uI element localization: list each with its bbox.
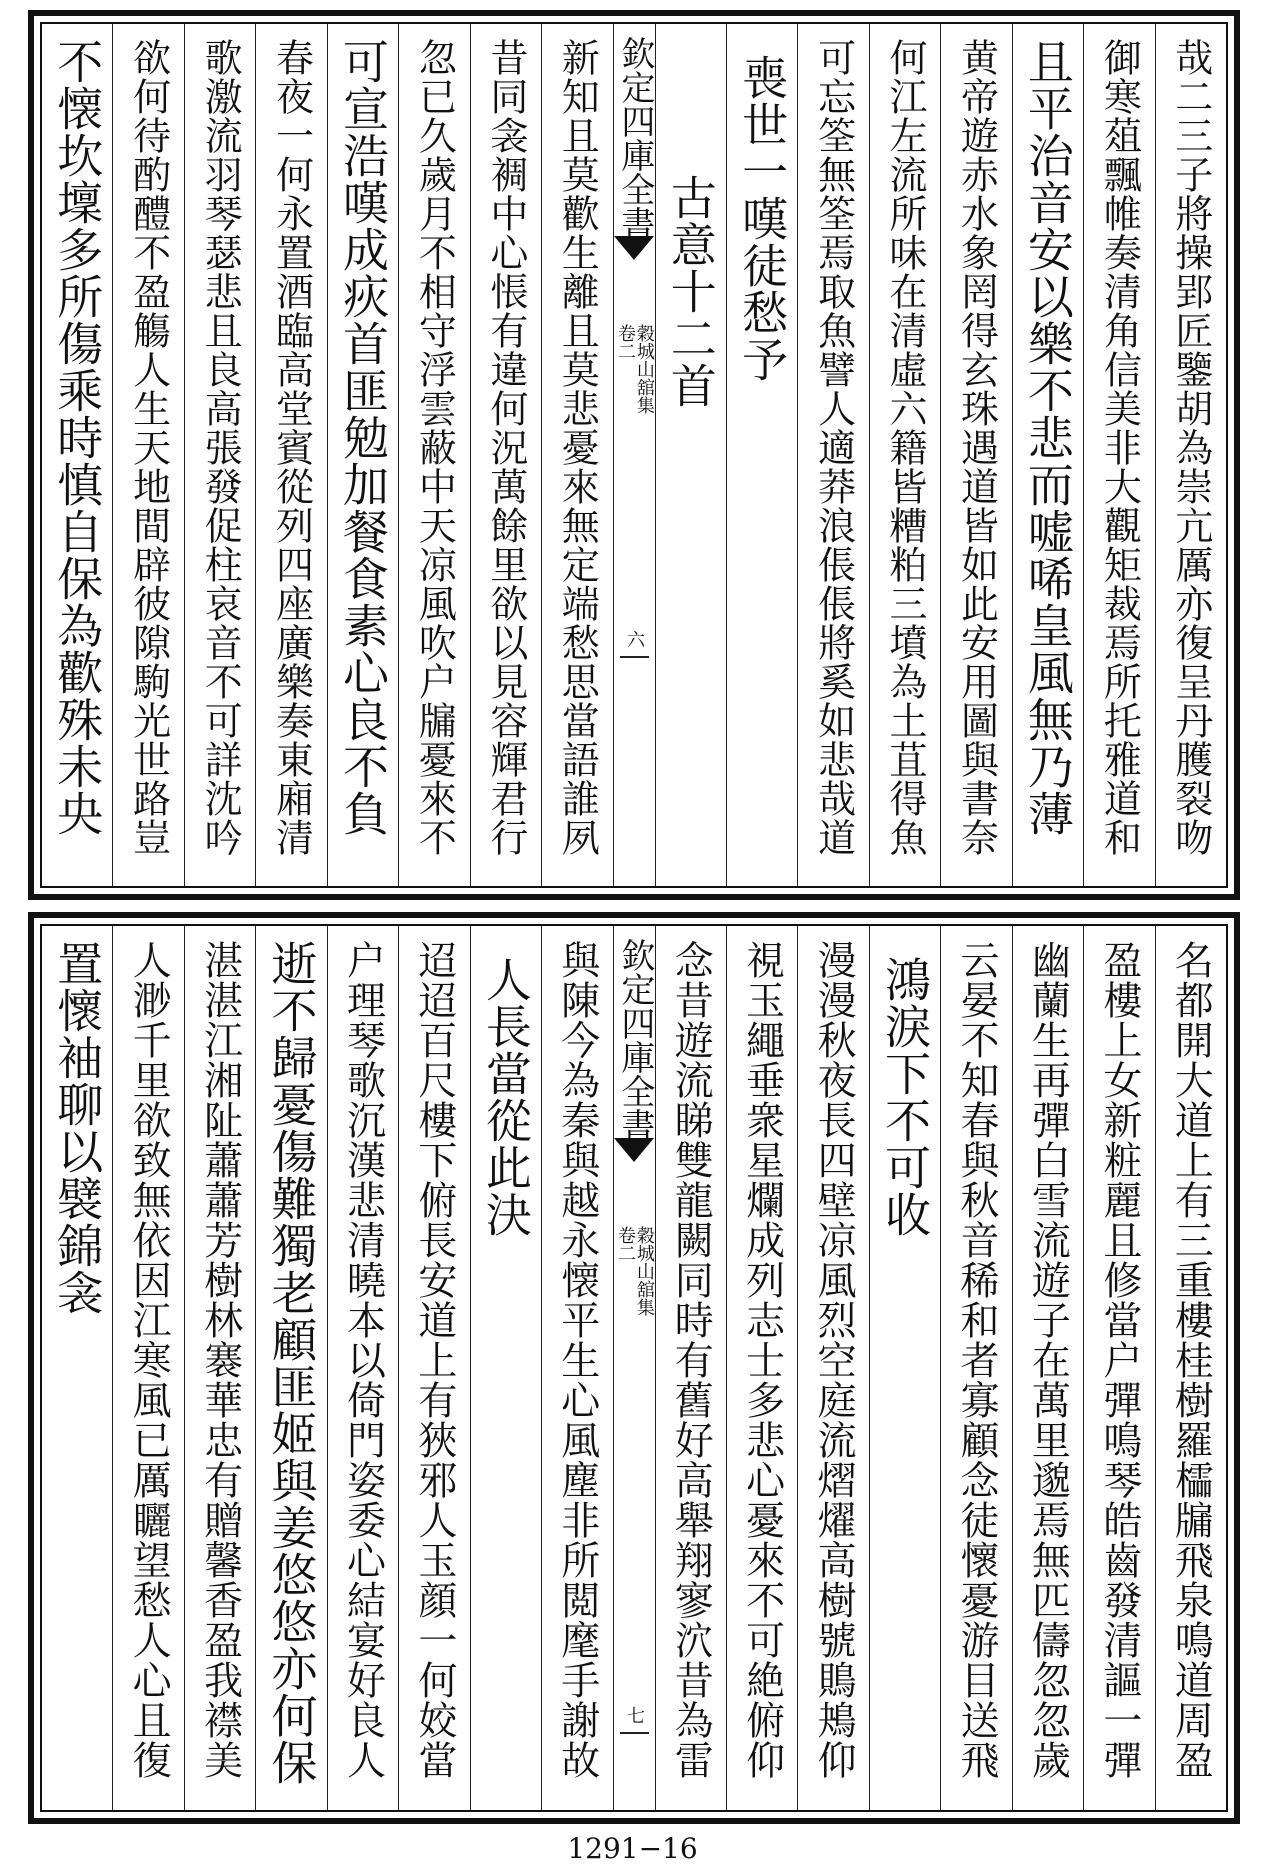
text-column — [398, 24, 469, 886]
fold-title: 欽定四庫全書 — [614, 36, 655, 240]
poem-title-column — [655, 24, 726, 886]
column-text: 欲何待酌醴不盈觴人生天地間辟彼隙駒光世路豈 — [126, 38, 171, 857]
fold-book-name: 穀城山舘集 卷二 — [615, 1226, 655, 1316]
text-column — [869, 24, 940, 886]
text-column — [42, 926, 112, 1810]
column-text: 喪世一嘆徒愁予 — [735, 54, 790, 383]
text-column — [541, 926, 612, 1810]
text-column — [940, 24, 1011, 886]
column-text: 哉二三子將操郢匠鑒胡為崇亢厲亦復呈丹臒裂吻 — [1168, 38, 1213, 857]
fold-title: 欽定四庫全書 — [614, 938, 655, 1142]
text-column — [541, 24, 612, 886]
column-text: 黄帝遊赤水象罔得玄珠遇道皆如此安用圖與書奈 — [954, 38, 999, 857]
column-text: 忽已久歲月不相守浮雲蔽中天凉風吹户牖憂來不 — [412, 38, 457, 857]
column-text: 何江左流所味在清虛六籍皆糟粕三墳為土苴得魚 — [883, 38, 928, 857]
text-column — [1083, 24, 1154, 886]
column-text: 不懐坎壈多所傷乘時慎自保為歡殊未央 — [50, 38, 105, 837]
column-text: 云晏不知春與秋音稀和者寡顧念徒懷憂游目送飛 — [953, 940, 999, 1780]
fishtail-icon — [614, 236, 654, 260]
text-column — [1012, 24, 1083, 886]
text-column — [797, 926, 868, 1810]
text-column — [726, 926, 797, 1810]
poem-title: 古意十二首 — [663, 174, 718, 409]
fold-rule — [620, 1732, 649, 1734]
text-column — [42, 24, 112, 886]
text-column — [255, 926, 326, 1810]
column-text: 盈樓上女新粧麗且修當户彈鳴琴皓齒發清謳一彈 — [1096, 940, 1142, 1780]
column-text: 視玉繩垂衆星爛成列志士多悲心憂來不可絶俯仰 — [739, 940, 785, 1780]
text-column — [1083, 926, 1154, 1810]
text-column — [726, 24, 797, 886]
column-text: 户理琴歌沉漢悲清曉本以倚門姿委心結宴好良人 — [340, 940, 386, 1780]
fold-page-number: 六 — [624, 630, 645, 648]
text-column — [327, 926, 398, 1810]
text-column — [327, 24, 398, 886]
top-leaf-frame — [28, 10, 1240, 900]
text-column — [940, 926, 1011, 1810]
text-column — [184, 24, 255, 886]
column-text: 可忘筌無筌焉取魚譬人適莽浪倀倀將奚如悲哉道 — [811, 38, 856, 857]
page-footer-number: 1291−16 — [567, 1832, 698, 1865]
column-text: 御寒葅飄帷奏清角信美非大觀矩裁焉所托雅道和 — [1097, 38, 1142, 857]
text-column — [255, 24, 326, 886]
column-text: 逝不歸憂傷難獨老顧匪姬與姜悠悠亦何保 — [264, 940, 319, 1786]
column-text: 置懷袖聊以襞錦衾 — [50, 940, 105, 1316]
column-text: 幽蘭生再彈白雪流遊子在萬里邈焉無匹儔忽忽歲 — [1025, 940, 1071, 1780]
column-text: 新知且莫歡生離且莫悲憂來無定端愁思當語誰夙 — [555, 38, 600, 857]
text-column — [1155, 24, 1226, 886]
text-column — [470, 24, 541, 886]
text-column — [470, 926, 541, 1810]
text-column — [797, 24, 868, 886]
bottom-leaf-frame — [28, 912, 1240, 1824]
fold-rule — [620, 656, 649, 658]
column-text: 且平治音安以樂不悲而嘘唏皇風無乃薄 — [1020, 38, 1075, 837]
text-column — [184, 926, 255, 1810]
column-text: 人長當從此決 — [478, 956, 533, 1238]
column-text: 與陳今為秦與越永懐平生心風塵非所閲麾手謝故 — [554, 940, 600, 1780]
text-column — [655, 926, 726, 1810]
column-text: 可宣浩嘆成疢首匪勉加餐食素心良不負 — [335, 38, 390, 837]
center-fold — [613, 926, 655, 1810]
column-text: 漫漫秋夜長四壁凉風烈空庭流熠燿高樹號鵙鴂仰 — [811, 940, 857, 1780]
column-text: 念昔遊流睇雙龍闕同時有舊好高舉翔寥泬昔為雷 — [668, 940, 714, 1780]
text-column — [398, 926, 469, 1810]
column-text: 人渺千里欲致無依因江寒風已厲矖望愁人心且復 — [126, 940, 172, 1780]
text-column — [1155, 926, 1226, 1810]
column-text: 鴻淚下不可收 — [878, 956, 933, 1238]
text-column — [1012, 926, 1083, 1810]
column-text: 昔同衾裯中心悵有違何況萬餘里欲以見容輝君行 — [483, 38, 528, 857]
column-text: 名都開大道上有三重樓桂樹羅櫺牖飛泉鳴道周盈 — [1168, 940, 1214, 1780]
fold-book-name: 穀城山舘集 卷二 — [615, 324, 655, 414]
column-text: 湛湛江湘阯蕭蕭芳樹林褰華忠有贈馨香盈我襟美 — [197, 940, 243, 1780]
fold-page-number: 七 — [624, 1706, 645, 1724]
column-text: 春夜一何永置酒臨高堂賓從列四座廣樂奏東廂清 — [269, 38, 314, 857]
column-text: 迢迢百尺樓下俯長安道上有狹邪人玉顔一何姣當 — [411, 940, 457, 1780]
text-column — [112, 24, 183, 886]
fishtail-icon — [614, 1138, 654, 1162]
center-fold — [613, 24, 655, 886]
text-column — [112, 926, 183, 1810]
column-text: 歌激流羽琴瑟悲且良高張發促柱哀音不可詳沈吟 — [198, 38, 243, 857]
text-column — [869, 926, 940, 1810]
